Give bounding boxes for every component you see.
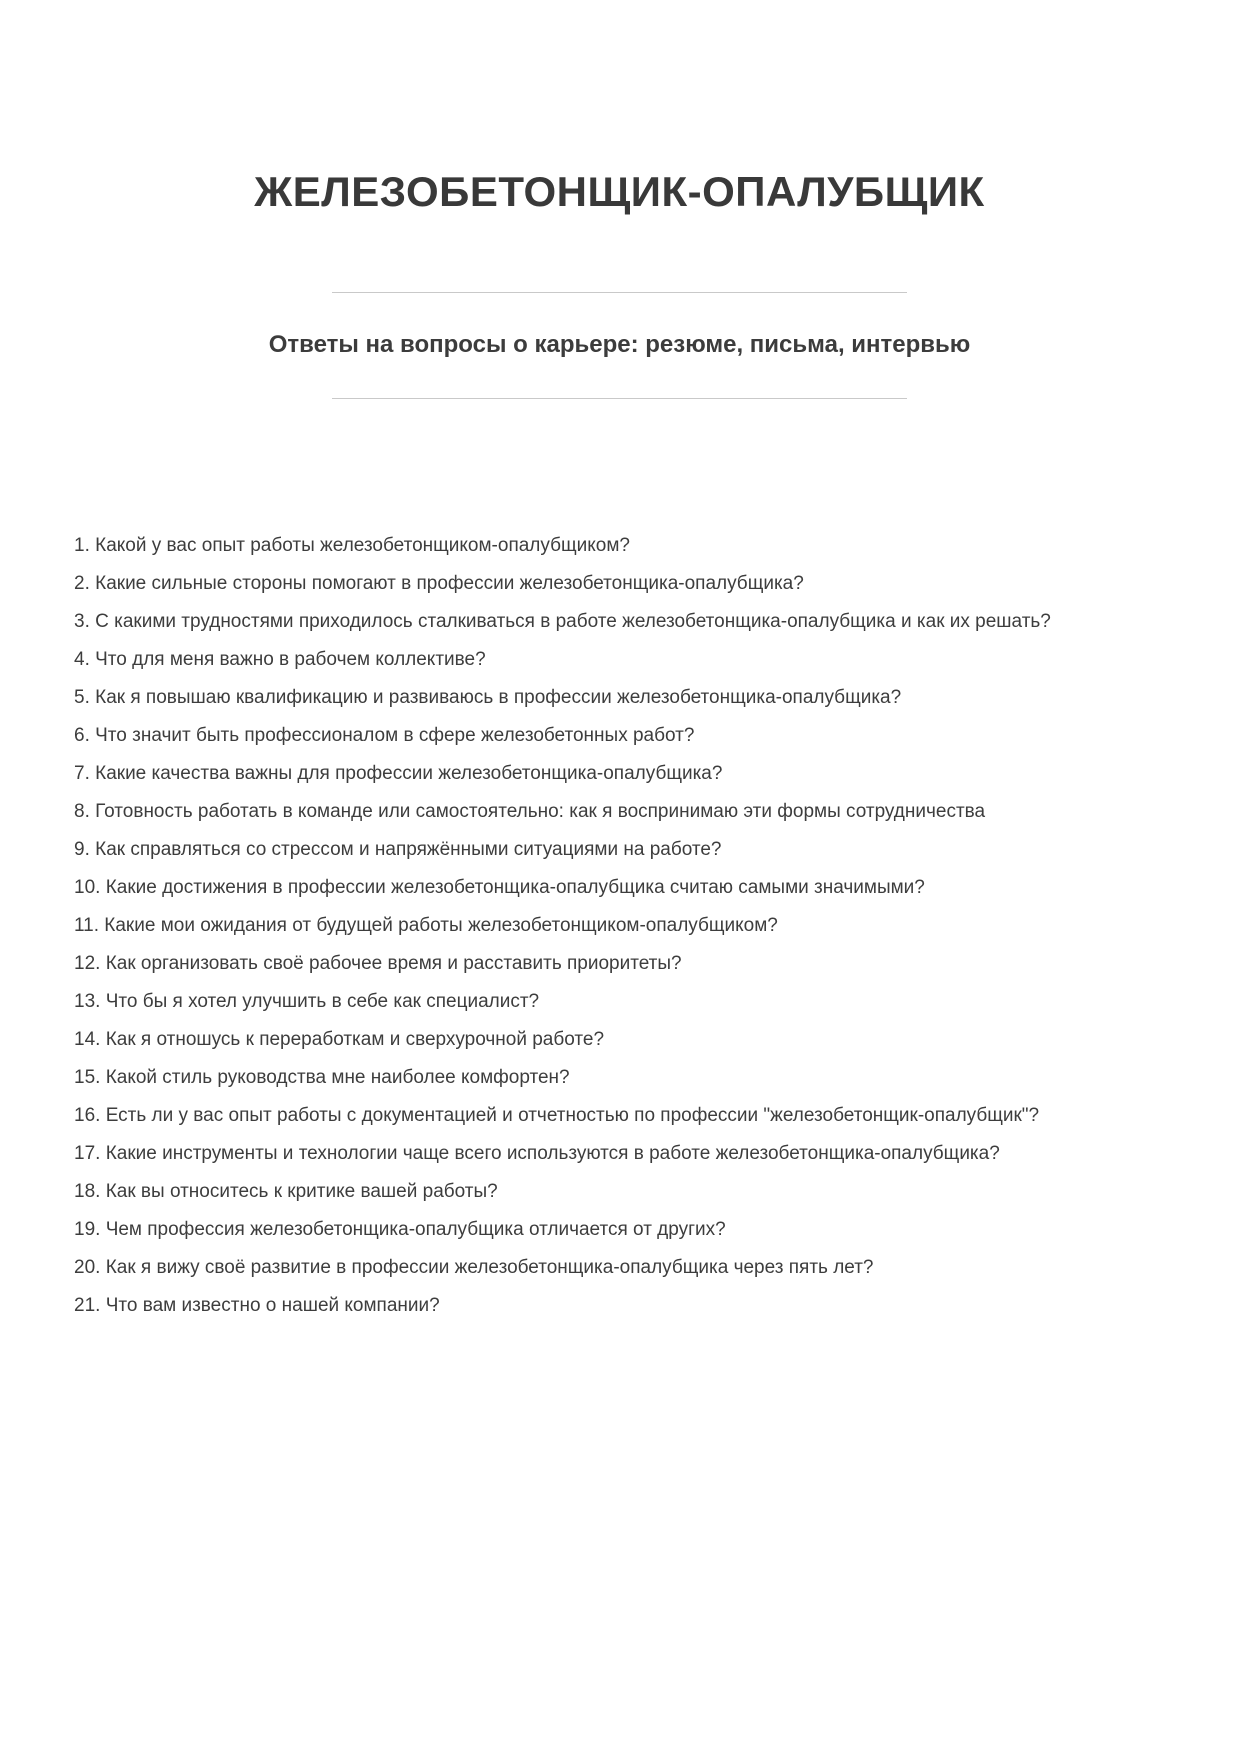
- question-item: 5. Как я повышаю квалификацию и развиваюсь в профессии железобетонщика-опалубщика?: [74, 687, 902, 709]
- question-item: 16. Есть ли у вас опыт работы с документацией и отчетностью по профессии "железобетонщик-опалубщик"?: [74, 1105, 1040, 1127]
- question-item: 13. Что бы я хотел улучшить в себе как специалист?: [74, 991, 540, 1013]
- question-item: 19. Чем профессия железобетонщика-опалубщика отличается от других?: [74, 1219, 726, 1241]
- question-item: 8. Готовность работать в команде или самостоятельно: как я воспринимаю эти формы сотрудничества: [74, 801, 986, 823]
- question-item: 11. Какие мои ожидания от будущей работы железобетонщиком-опалубщиком?: [74, 915, 778, 937]
- question-item: 15. Какой стиль руководства мне наиболее комфортен?: [74, 1067, 570, 1089]
- question-list: [0, 527, 1239, 1385]
- question-item: 7. Какие качества важны для профессии железобетонщика-опалубщика?: [74, 763, 723, 785]
- question-item: 3. С какими трудностями приходилось сталкиваться в работе железобетонщика-опалубщика и как их решать?: [74, 611, 1051, 633]
- question-item: 6. Что значит быть профессионалом в сфере железобетонных работ?: [74, 725, 695, 747]
- question-item: 20. Как я вижу своё развитие в профессии железобетонщика-опалубщика через пять лет?: [74, 1257, 874, 1279]
- question-item: 1. Какой у вас опыт работы железобетонщиком-опалубщиком?: [74, 535, 630, 557]
- question-item: 2. Какие сильные стороны помогают в профессии железобетонщика-опалубщика?: [74, 573, 804, 595]
- question-item: 18. Как вы относитесь к критике вашей работы?: [74, 1181, 498, 1203]
- question-item: 4. Что для меня важно в рабочем коллективе?: [74, 649, 486, 671]
- question-item: 10. Какие достижения в профессии железобетонщика-опалубщика считаю самыми значимыми?: [74, 877, 925, 899]
- question-item: 21. Что вам известно о нашей компании?: [74, 1295, 440, 1317]
- question-item: 17. Какие инструменты и технологии чаще всего используются в работе железобетонщика-опалубщика?: [74, 1143, 1000, 1165]
- divider-bottom: [332, 398, 907, 399]
- question-item: 14. Как я отношусь к переработкам и сверхурочной работе?: [74, 1029, 605, 1051]
- question-item: 12. Как организовать своё рабочее время и расставить приоритеты?: [74, 953, 682, 975]
- page-subtitle: Ответы на вопросы о карьере: резюме, письма, интервью: [268, 331, 971, 359]
- page-title: ЖЕЛЕЗОБЕТОНЩИК-ОПАЛУБЩИК: [254, 168, 985, 215]
- document-header: [0, 0, 1239, 399]
- question-item: 9. Как справляться со стрессом и напряжёнными ситуациями на работе?: [74, 839, 722, 861]
- divider-top: [332, 292, 907, 293]
